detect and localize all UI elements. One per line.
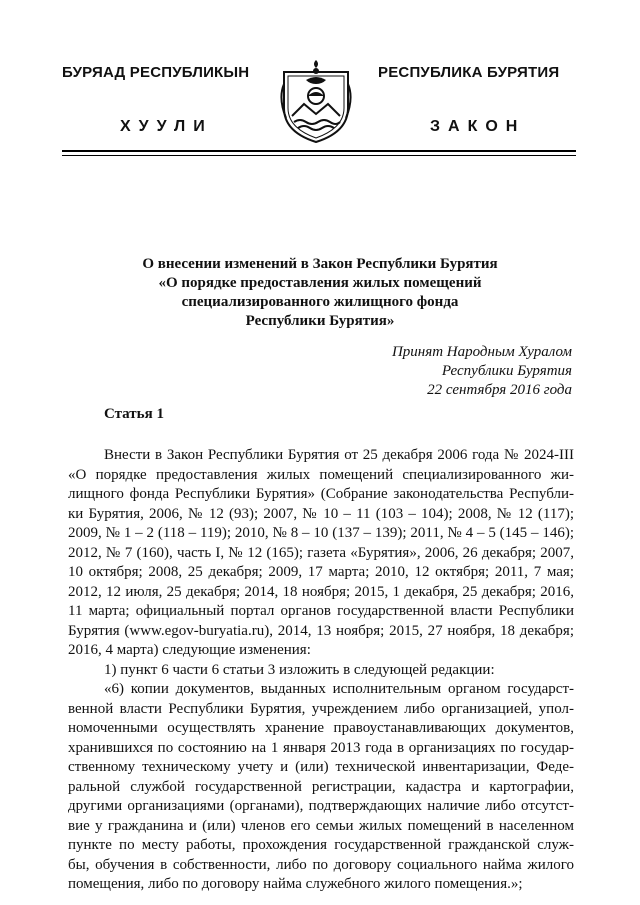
header-divider (62, 150, 576, 152)
article-body (68, 446, 574, 895)
title-line: Республики Бурятия» (245, 313, 395, 329)
body-line: 2009, № 1 – 2 (118 – 119); 2010, № 8 – 10 (137 – 139); 2011, № 4 – 5 (145 – 146); (68, 525, 574, 541)
title-line: О внесении изменений в Закон Республики Бурятия (142, 256, 498, 272)
body-line: 2012, 12 июля, 25 декабря; 2014, 18 ноября; 2015, 1 декабря, 25 декабря; 2016, (68, 583, 574, 600)
body-line: ственному техническому учету и (или) технической инвентаризации, Феде- (68, 759, 574, 775)
body-line: венной власти Республики Бурятия, учреждением либо организацией, упол- (68, 700, 574, 717)
adoption-line: 22 сентября 2016 года (427, 382, 572, 398)
buryatia-coat-of-arms-icon (278, 58, 354, 144)
header-left-subtitle: ХУУЛИ (120, 118, 213, 135)
title-line: «О порядке предоставления жилых помещений (158, 275, 482, 291)
header-left-title: БУРЯАД РЕСПУБЛИКЫН (62, 64, 250, 81)
body-line: хранившихся по состоянию на 1 января 2013 года в организациях по государ- (68, 739, 574, 756)
body-line: лищного фонда Республики Бурятия» (Собрание законодательства Республи- (68, 486, 574, 502)
adoption-line: Республики Бурятия (441, 363, 572, 379)
body-line: «О порядке предоставления жилых помещений специализированного жи- (68, 466, 574, 483)
body-line: пункте по месту работы, прохождения государственной гражданской служ- (68, 837, 574, 853)
body-line: ральной службой государственной регистрации, кадастра и картографии, (68, 778, 574, 795)
adoption-line: Принят Народным Хуралом (391, 344, 572, 360)
header-right-title: РЕСПУБЛИКА БУРЯТИЯ (378, 64, 560, 81)
article-heading: Статья 1 (104, 406, 164, 422)
body-line: ки Бурятия, 2006, № 12 (93); 2007, № 10 – 11 (103 – 104); 2008, № 12 (117); (68, 505, 574, 522)
body-line: другими организациями (органами), подтверждающих наличие либо отсутст- (68, 798, 574, 814)
body-line: номоченными осуществлять хранение правоустанавливающих документов, (68, 720, 574, 736)
body-line: Бурятия (www.egov-buryatia.ru), 2014, 13 ноября; 2015, 27 ноября, 18 декабря; (68, 622, 574, 639)
adoption-note (392, 343, 572, 400)
body-line: бы, обучения в собственности, либо по договору социального найма жилого (68, 856, 574, 873)
body-line: вие у гражданина и (или) членов его семьи жилых помещений в населенном (68, 817, 574, 834)
body-line: 2012, № 7 (160), часть I, № 12 (165); газета «Бурятия», 2006, 26 декабря; 2007, (68, 544, 574, 561)
body-line: Внести в Закон Республики Бурятия от 25 декабря 2006 года № 2024-III (104, 447, 574, 463)
body-line: 10 октября; 2008, 25 декабря; 2009, 17 марта; 2010, 12 октября; 2011, 7 мая; (68, 564, 574, 580)
body-line: 2016, 4 марта) следующие изменения: (68, 642, 311, 658)
law-title (100, 255, 540, 331)
body-line: помещения, либо по договору найма служебного жилого помещения.»; (68, 876, 523, 892)
body-line: «6) копии документов, выданных исполнительным органом государст- (104, 681, 574, 697)
title-line: специализированного жилищного фонда (181, 294, 459, 310)
header-right-subtitle: ЗАКОН (430, 118, 526, 135)
header-divider-thin (62, 155, 576, 156)
body-line: 1) пункт 6 части 6 статьи 3 изложить в следующей редакции: (104, 661, 495, 678)
body-line: 11 марта; официальный портал органов государственной власти Республики (68, 603, 574, 619)
